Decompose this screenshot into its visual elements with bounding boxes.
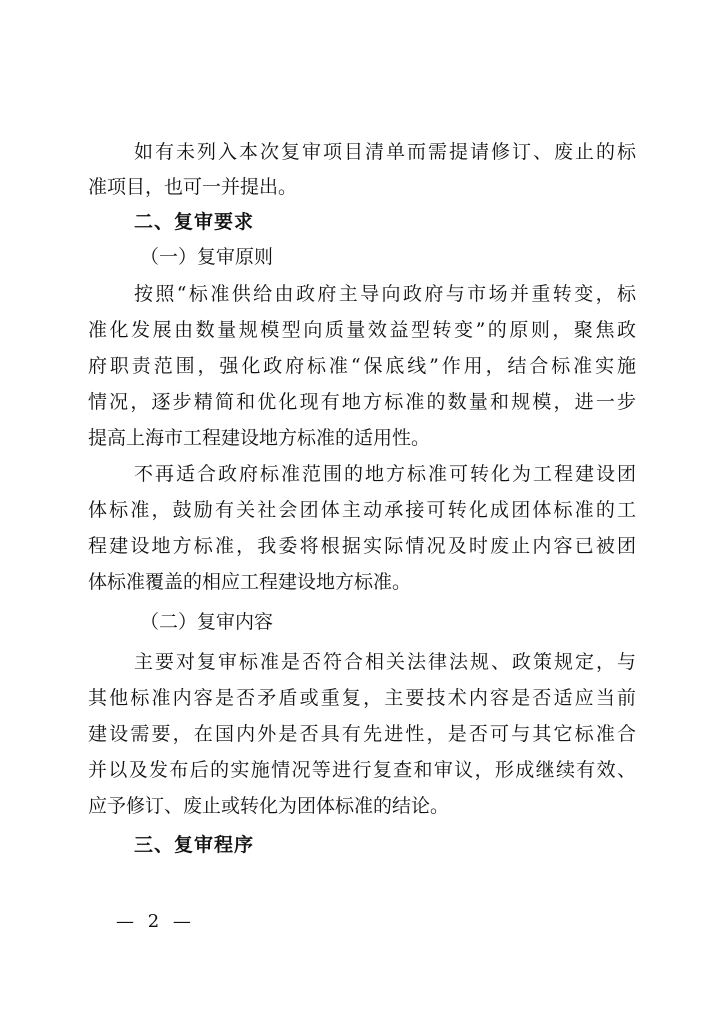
- paragraph-line: 提高上海市工程建设地方标准的适用性。: [88, 427, 431, 449]
- paragraph-line: 按照“标准供给由政府主导向政府与市场并重转变，标: [134, 283, 636, 305]
- paragraph-line: 准项目，也可一并提出。: [88, 176, 298, 198]
- paragraph-line: 应予修订、废止或转化为团体标准的结论。: [88, 795, 450, 817]
- paragraph-line: 如有未列入本次复审项目清单而需提请修订、废止的标: [134, 141, 636, 163]
- paragraph-line: 府职责范围，强化政府标准“保底线”作用，结合标准实施: [88, 355, 636, 377]
- paragraph-line: 程建设地方标准，我委将根据实际情况及时废止内容已被团: [88, 535, 636, 557]
- section-heading-requirements: 二、复审要求: [134, 211, 255, 233]
- paragraph-line: 建设需要，在国内外是否具有先进性，是否可与其它标准合: [88, 723, 636, 745]
- subsection-heading-principles: （一）复审原则: [140, 246, 274, 268]
- paragraph-line: 主要对复审标准是否符合相关法律法规、政策规定，与: [134, 651, 636, 673]
- page-number: — 2 —: [116, 911, 195, 932]
- paragraph-line: 准化发展由数量规模型向质量效益型转变”的原则，聚焦政: [88, 319, 636, 341]
- paragraph-line: 体标准覆盖的相应工程建设地方标准。: [88, 571, 412, 593]
- paragraph-line: 体标准，鼓励有关社会团体主动承接可转化成团体标准的工: [88, 499, 636, 521]
- paragraph-line: 并以及发布后的实施情况等进行复查和审议，形成继续有效、: [88, 759, 636, 781]
- paragraph-line: 不再适合政府标准范围的地方标准可转化为工程建设团: [134, 463, 636, 485]
- subsection-heading-content: （二）复审内容: [140, 611, 274, 633]
- paragraph-line: 情况，逐步精简和优化现有地方标准的数量和规模，进一步: [88, 391, 636, 413]
- paragraph-line: 其他标准内容是否矛盾或重复，主要技术内容是否适应当前: [88, 687, 636, 709]
- section-heading-procedure: 三、复审程序: [134, 834, 255, 856]
